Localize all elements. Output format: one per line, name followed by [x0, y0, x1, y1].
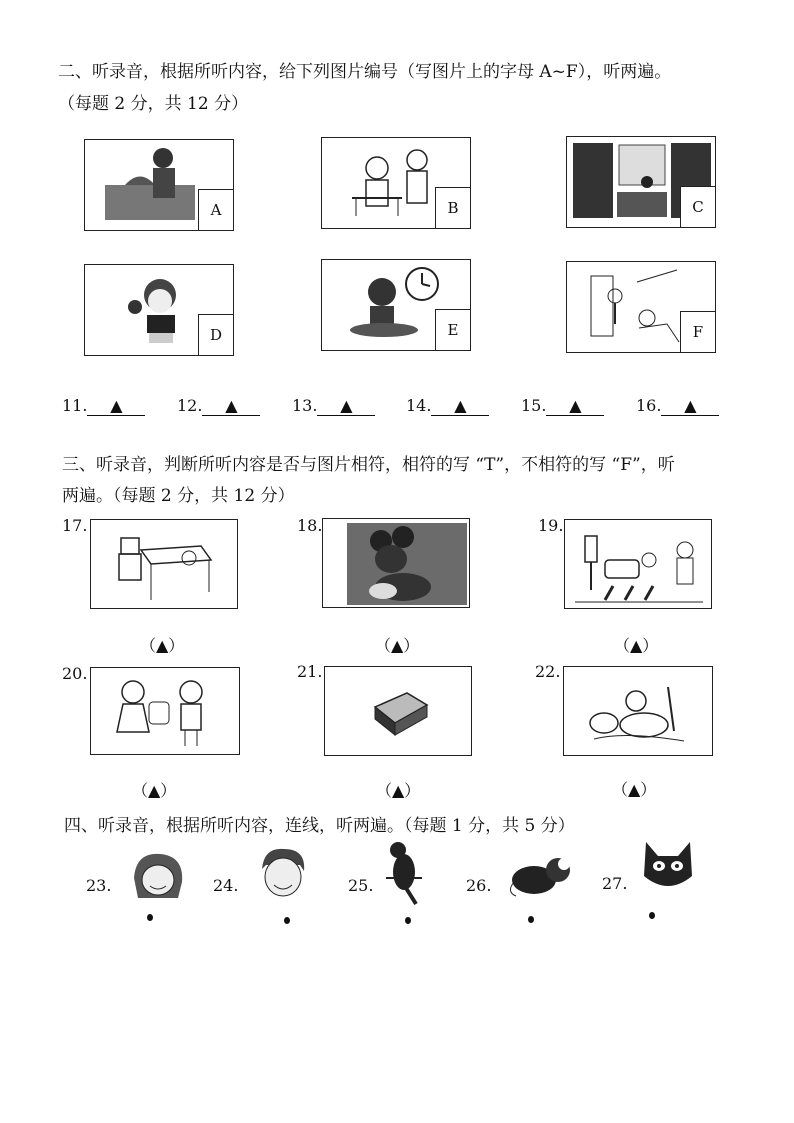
blank-number: 13. — [292, 396, 318, 415]
picture-letter-f: F — [680, 311, 715, 352]
answer-placeholder: ▲ — [431, 396, 489, 416]
picture-f-classroom — [566, 261, 716, 353]
match-dot-23[interactable] — [147, 914, 153, 921]
picture-letter-d: D — [198, 314, 233, 355]
blank-16[interactable] — [636, 396, 719, 416]
blank-number: 12. — [177, 396, 203, 415]
answer-19[interactable]: （▲） — [614, 636, 659, 655]
answer-18[interactable]: （▲） — [375, 636, 420, 655]
picture-letter-a: A — [198, 189, 233, 230]
picture-e-boy-eating — [321, 259, 471, 351]
picture-letter-c: C — [680, 186, 715, 227]
section2-heading: 二、听录音，根据所听内容，给下列图片编号（写图片上的字母 A~F），听两遍。 — [58, 62, 672, 82]
cat-face-illustration — [638, 836, 698, 896]
blank-14[interactable] — [406, 396, 489, 416]
match-dot-24[interactable] — [284, 917, 290, 924]
robot-desk-illustration — [91, 520, 239, 610]
blank-15[interactable] — [521, 396, 604, 416]
answer-placeholder: ▲ — [546, 396, 604, 416]
blank-number: 15. — [521, 396, 547, 415]
blank-number: 11. — [62, 396, 88, 415]
item-number-19: 19. — [538, 516, 564, 535]
section2-score-note: （每题 2 分，共 12 分） — [58, 94, 249, 114]
picture-18-mouse — [322, 518, 470, 608]
section3-heading: 三、听录音，判断所听内容是否与图片相符，相符的写 “T”，不相符的写 “F”，听 — [62, 455, 675, 475]
blank-number: 14. — [406, 396, 432, 415]
boy-face-illustration — [254, 845, 312, 901]
animals-illustration — [564, 667, 714, 757]
picture-23-woman — [128, 848, 188, 900]
picture-19-crossing — [564, 519, 712, 609]
answer-placeholder: ▲ — [202, 396, 260, 416]
picture-letter-b: B — [435, 187, 470, 228]
match-dot-25[interactable] — [405, 917, 411, 924]
item-number-27: 27. — [602, 874, 628, 893]
item-number-24: 24. — [213, 876, 239, 895]
blank-13[interactable] — [292, 396, 375, 416]
picture-d-boy-with-camera — [84, 264, 234, 356]
blank-number: 16. — [636, 396, 662, 415]
answer-21[interactable]: （▲） — [376, 781, 421, 800]
item-number-18: 18. — [297, 516, 323, 535]
picture-22-animals — [563, 666, 713, 756]
item-number-17: 17. — [62, 516, 88, 535]
answer-17[interactable]: （▲） — [140, 636, 185, 655]
picture-b-grandparents — [321, 137, 471, 229]
answer-22[interactable]: （▲） — [612, 780, 657, 799]
picture-25-parrot — [384, 838, 426, 908]
blank-11[interactable] — [62, 396, 145, 416]
children-illustration — [91, 668, 241, 756]
answer-placeholder: ▲ — [317, 396, 375, 416]
crossing-illustration — [565, 520, 713, 610]
picture-26-mouse — [506, 852, 578, 898]
item-number-23: 23. — [86, 876, 112, 895]
blank-12[interactable] — [177, 396, 260, 416]
picture-20-children — [90, 667, 240, 755]
match-dot-27[interactable] — [649, 912, 655, 919]
item-number-25: 25. — [348, 876, 374, 895]
picture-a-woman-washing — [84, 139, 234, 231]
woman-face-illustration — [128, 848, 188, 900]
section4-heading: 四、听录音，根据所听内容，连线，听两遍。（每题 1 分，共 5 分） — [64, 816, 575, 836]
item-number-26: 26. — [466, 876, 492, 895]
mouse-toy-illustration — [506, 852, 578, 898]
picture-letter-e: E — [435, 309, 470, 350]
answer-placeholder: ▲ — [87, 396, 145, 416]
item-number-21: 21. — [297, 662, 323, 681]
item-number-20: 20. — [62, 664, 88, 683]
picture-21-eraser — [324, 666, 472, 756]
picture-27-cat — [638, 836, 698, 896]
item-number-22: 22. — [535, 662, 561, 681]
picture-17-robot-desk — [90, 519, 238, 609]
answer-20[interactable]: （▲） — [132, 781, 177, 800]
answer-placeholder: ▲ — [661, 396, 719, 416]
picture-24-boy — [254, 845, 312, 901]
parrot-illustration — [384, 838, 426, 908]
match-dot-26[interactable] — [528, 916, 534, 923]
section3-heading-line2: 两遍。（每题 2 分，共 12 分） — [62, 486, 295, 506]
mouse-illustration — [323, 519, 471, 609]
picture-c-library — [566, 136, 716, 228]
eraser-illustration — [325, 667, 473, 757]
